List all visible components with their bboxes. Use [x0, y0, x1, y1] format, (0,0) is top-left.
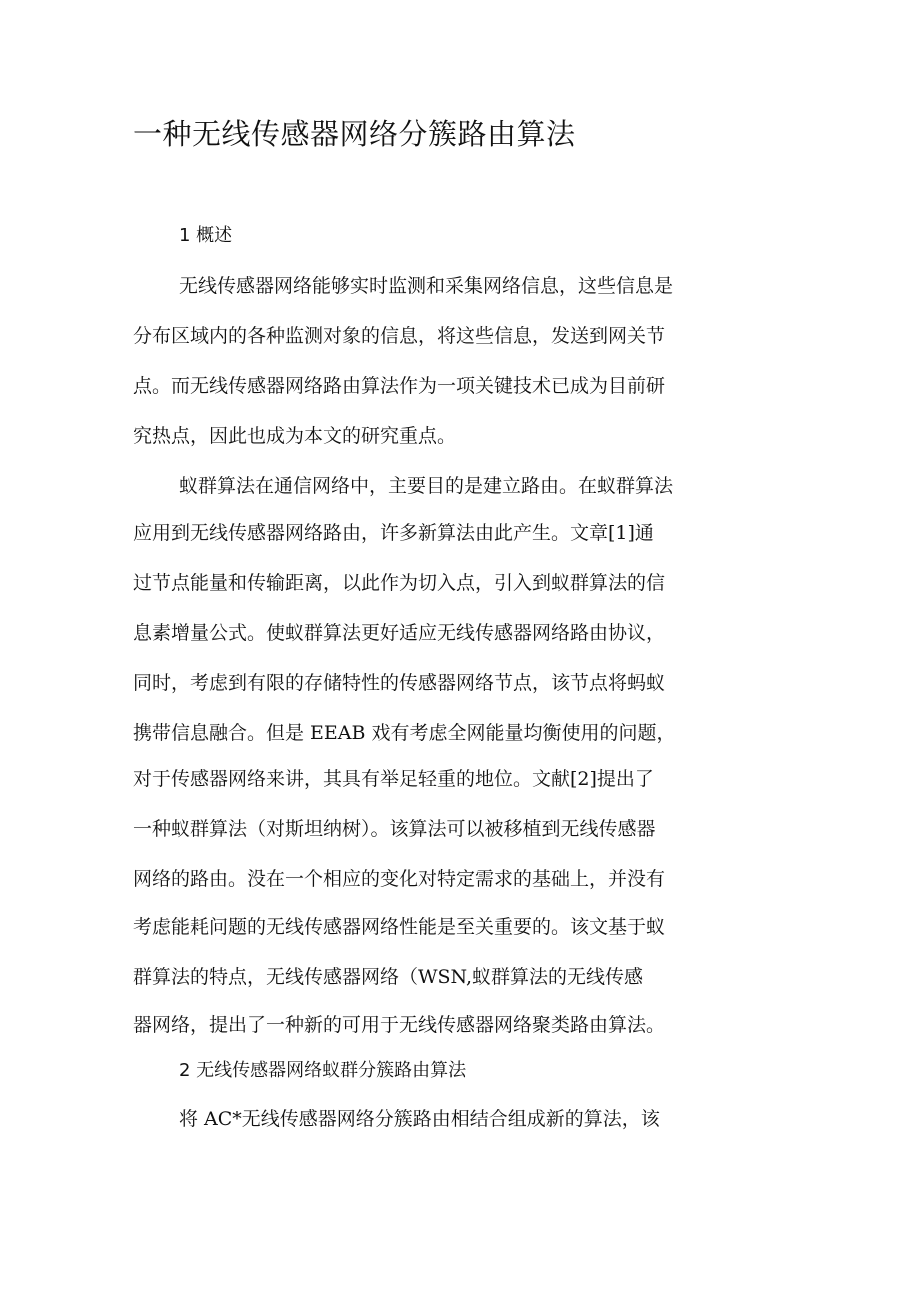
paragraph-line: 应用到无线传感器网络路由，许多新算法由此产生。文章[1]通	[133, 522, 654, 544]
document-title: 一种无线传感器网络分簇路由算法	[133, 117, 576, 151]
paragraph-line: 同时，考虑到有限的存储特性的传感器网络节点，该节点将蚂蚁	[133, 672, 666, 694]
paragraph-line: 将 AC*无线传感器网络分簇路由相结合组成新的算法，该	[179, 1108, 660, 1130]
paragraph-line: 过节点能量和传输距离，以此作为切入点，引入到蚁群算法的信	[133, 572, 666, 594]
paragraph-line: 息素增量公式。使蚁群算法更好适应无线传感器网络路由协议，	[133, 622, 666, 644]
paragraph-line: 考虑能耗问题的无线传感器网络性能是至关重要的。该文基于蚁	[133, 916, 666, 938]
paragraph-line: 网络的路由。没在一个相应的变化对特定需求的基础上，并没有	[133, 868, 666, 890]
paragraph-line: 无线传感器网络能够实时监测和采集网络信息，这些信息是	[179, 275, 674, 297]
paragraph-line: 分布区域内的各种监测对象的信息，将这些信息，发送到网关节	[133, 325, 666, 347]
section-heading-algorithm: 2 无线传感器网络蚁群分簇路由算法	[179, 1060, 467, 1081]
paragraph-line: 点。而无线传感器网络路由算法作为一项关键技术已成为目前研	[133, 375, 666, 397]
section-heading-overview: 1 概述	[179, 225, 233, 246]
paragraph-line: 对于传感器网络来讲，其具有举足轻重的地位。文献[2]提出了	[133, 768, 654, 790]
paragraph-line: 群算法的特点，无线传感器网络（WSN,蚁群算法的无线传感	[133, 966, 643, 988]
paragraph-line: 器网络，提出了一种新的可用于无线传感器网络聚类路由算法。	[133, 1014, 666, 1036]
paragraph-line: 蚁群算法在通信网络中，主要目的是建立路由。在蚁群算法	[179, 475, 674, 497]
paragraph-line: 一种蚁群算法（对斯坦纳树）。该算法可以被移植到无线传感器	[133, 818, 656, 840]
paragraph-line: 携带信息融合。但是 EEAB 戏有考虑全网能量均衡使用的问题，	[133, 722, 676, 744]
paragraph-line: 究热点，因此也成为本文的研究重点。	[133, 425, 457, 447]
